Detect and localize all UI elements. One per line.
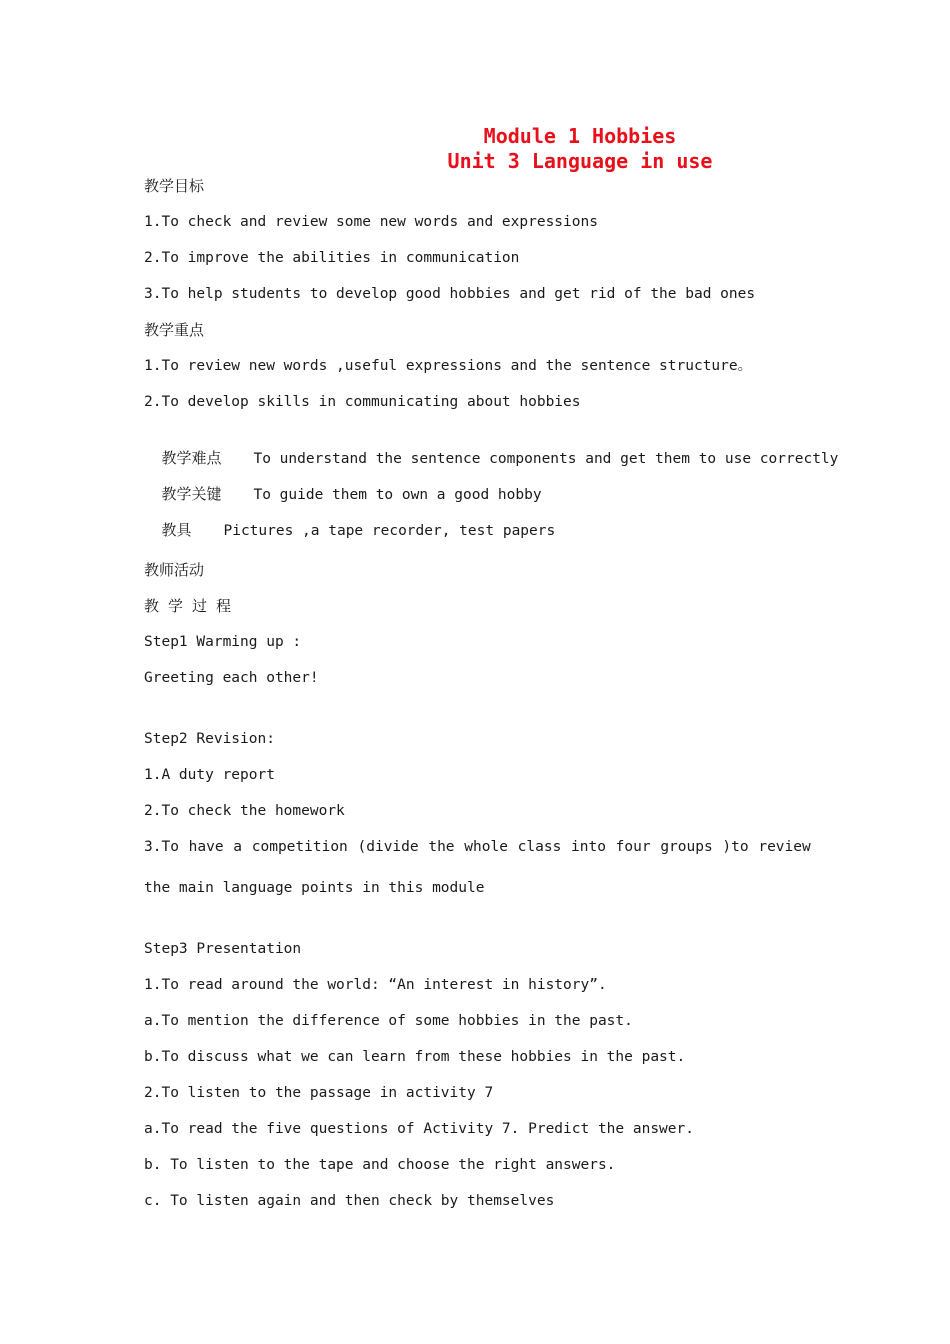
aids-row [144, 500, 555, 541]
step3-item: 2.To listen to the passage in activity 7 [144, 1085, 494, 1101]
aids-text: Pictures ,a tape recorder, test papers [223, 523, 556, 539]
step2-item: 1.A duty report [144, 767, 275, 783]
step3-item: a.To mention the difference of some hobbies in the past. [144, 1013, 633, 1029]
key-text: To guide them to own a good hobby [253, 487, 542, 503]
step2-item: 3.To have a competition (divide the whole class into four groups )to review [144, 839, 811, 855]
objectives-heading: 教学目标 [144, 177, 205, 195]
step2-item: 2.To check the homework [144, 803, 345, 819]
step1-heading: Step1 Warming up : [144, 634, 302, 650]
objective-item: 1.To check and review some new words and expressions [144, 214, 598, 230]
key-row [144, 464, 542, 505]
key-heading: 教学关键 [161, 485, 222, 503]
step2-heading: Step2 Revision: [144, 731, 275, 747]
step2-item: the main language points in this module [144, 880, 485, 896]
step3-item: c. To listen again and then check by themselves [144, 1193, 555, 1209]
difficulties-row [144, 428, 838, 469]
key-points-heading: 教学重点 [144, 321, 205, 339]
step1-item: Greeting each other! [144, 670, 319, 686]
objective-item: 3.To help students to develop good hobbies and get rid of the bad ones [144, 286, 756, 302]
step3-item: a.To read the five questions of Activity 7. Predict the answer. [144, 1121, 694, 1137]
unit-title: Unit 3 Language in use [447, 149, 713, 173]
step3-item: b. To listen to the tape and choose the right answers. [144, 1157, 616, 1173]
key-point-item: 2.To develop skills in communicating about hobbies [144, 394, 581, 410]
step3-item: b.To discuss what we can learn from these hobbies in the past. [144, 1049, 686, 1065]
aids-heading: 教具 [161, 521, 192, 539]
step3-item: 1.To read around the world: “An interest in history”. [144, 977, 607, 993]
step3-heading: Step3 Presentation [144, 941, 302, 957]
difficulties-heading: 教学难点 [161, 449, 222, 467]
key-point-item: 1.To review new words ,useful expressions and the sentence structure。 [144, 358, 753, 374]
module-title: Module 1 Hobbies [483, 124, 677, 148]
objective-item: 2.To improve the abilities in communication [144, 250, 520, 266]
teacher-activity-heading: 教师活动 [144, 561, 205, 579]
process-heading: 教学过程 [144, 597, 241, 615]
difficulties-text: To understand the sentence components and get them to use correctly [253, 451, 839, 467]
